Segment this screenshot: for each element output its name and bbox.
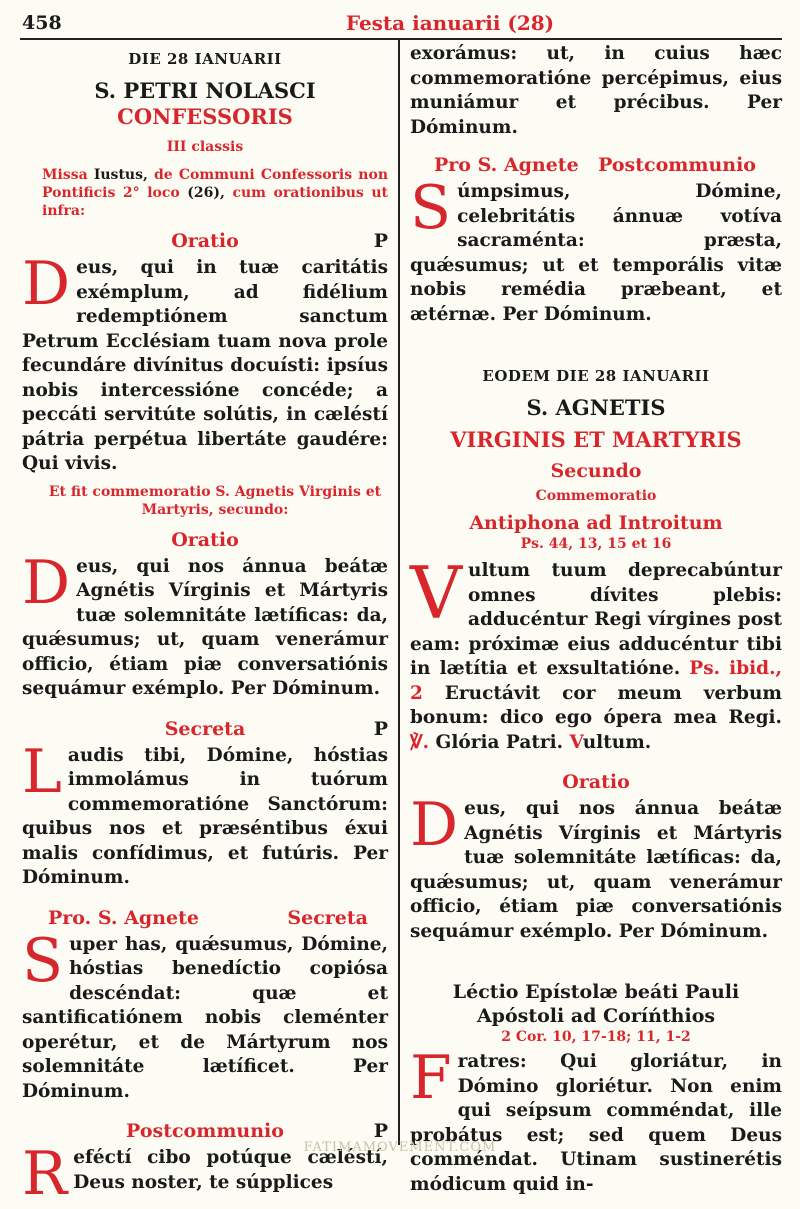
psalm-text: Eructávit cor meum verbum bonum: dico ego ópera mea Regi. bbox=[410, 682, 782, 728]
repeat-text: ultum. bbox=[582, 731, 652, 753]
prayer-text: uper has, quǽsumus, Dómine, hóstias benedíctio copiósa descéndat: quæ et santificatiónem nobis cleménter operétur, et de Mártyrum nos solemnitáte lætíficet. Per Dóminum. bbox=[22, 933, 388, 1102]
section-title: Postcommunio bbox=[598, 154, 756, 176]
rubric-text: Missa bbox=[42, 167, 94, 183]
oratio-heading bbox=[410, 771, 782, 797]
secreta-text bbox=[22, 736, 388, 891]
pro-agnete-secreta-text bbox=[22, 925, 388, 1105]
prayer-text: audis tibi, Dómine, hóstias immolámus in tuórum commemoratióne Sanctórum: quibus nos et præséntibus éxui malis confídimus, et futúris. Per Dóminum. bbox=[22, 744, 388, 888]
postcommunio-continuation: exorámus: ut, in cuius hæc commemoratióne percépimus, eius muniámur et précibus. Per Dóminum. bbox=[410, 43, 782, 138]
drop-cap: S bbox=[22, 925, 64, 996]
section-title: Oratio bbox=[171, 528, 239, 551]
watermark: FATIMAMOVEMENT.COM bbox=[303, 1140, 497, 1155]
right-column bbox=[410, 42, 782, 1197]
oratio-heading bbox=[22, 230, 388, 256]
drop-cap: D bbox=[22, 249, 71, 319]
drop-cap: D bbox=[22, 547, 71, 618]
running-title: Festa ianuarii (28) bbox=[345, 11, 555, 35]
oratio-heading bbox=[22, 529, 388, 555]
section-title: Postcommunio bbox=[126, 1120, 284, 1142]
drop-cap: D bbox=[410, 790, 459, 860]
proper-mark: P bbox=[373, 230, 388, 252]
header-rule bbox=[20, 38, 782, 40]
pro-agnete-post-text bbox=[410, 173, 782, 327]
section-title: Oratio bbox=[171, 230, 239, 252]
drop-cap: L bbox=[22, 736, 62, 807]
prayer-text: ultum tuum deprecabúntur omnes dívites plebis: adducéntur Regi vírgines post eam: próximæ eius adducéntur tibi in lætítia et exsultatióne. bbox=[410, 560, 782, 679]
antiphona-reference: Ps. 44, 13, 15 et 16 bbox=[520, 536, 672, 552]
page-number: 458 bbox=[22, 12, 62, 34]
psalm-reference: Ps. ibid., 2 bbox=[410, 658, 782, 704]
saint-title: VIRGINIS ET MARTYRIS bbox=[450, 427, 742, 452]
prayer-text: eus, qui in tuæ caritátis exémplum, ad fidélium redemptiónem sanctum Petrum Ecclésiam tuam nova prole fecundáre divínitus docuísti: ipsíus nobis intercessióne concéde; a peccáti servitúte solútis, in cæléstí pátria perpétua libertáte gaudére: Qui vivis. bbox=[22, 257, 388, 474]
rubric-text: de Communi Confessoris non Pontificis 2° loco bbox=[42, 167, 388, 201]
section-title: Pro. S. Agnete bbox=[48, 906, 199, 929]
missa-rubric bbox=[22, 166, 388, 220]
prayer-text: eus, qui nos ánnua beátæ Agnétis Vírginis et Mártyris tuæ solemnitáte lætíficas: da, quǽsumus; ut, quam venerámur officio, étiam piæ conversatiónis sequámur exémplo. Per Dóminum. bbox=[410, 798, 782, 942]
page-header bbox=[0, 0, 800, 40]
secundo-label: Secundo bbox=[550, 460, 642, 482]
section-title: Oratio bbox=[562, 771, 630, 793]
reading-text: ratres: Qui gloriátur, in Dómino gloriétur. Non enim qui seípsum comméndat, ille probátus est; sed quem Deus comméndat. Utinam sustinerétis módicum quid in- bbox=[410, 1051, 782, 1195]
saint-name: S. AGNETIS bbox=[526, 395, 666, 420]
left-column bbox=[22, 46, 388, 1209]
feast-date: EODEM DIE 28 IANUARII bbox=[482, 367, 710, 385]
section-title: Secreta bbox=[164, 717, 246, 740]
rubric-text: cum orationibus ut infra: bbox=[42, 185, 388, 219]
proper-mark: P bbox=[373, 717, 388, 740]
oratio-text bbox=[410, 790, 782, 944]
lectio-title: Léctio Epístolæ beáti Pauli Apóstoli ad Coríńthios bbox=[452, 981, 740, 1027]
pro-agnete-secreta-heading bbox=[22, 907, 388, 933]
column-divider bbox=[398, 40, 400, 1145]
versicle-symbol: ℣. bbox=[410, 731, 430, 753]
lectio-text bbox=[410, 1043, 782, 1197]
section-title: Secreta bbox=[287, 906, 368, 929]
secreta-heading bbox=[22, 718, 388, 744]
oratio-text bbox=[22, 249, 388, 477]
feast-date: DIE 28 IANUARII bbox=[128, 50, 282, 68]
saint-title: CONFESSORIS bbox=[117, 104, 293, 129]
repeat-initial: V bbox=[569, 731, 583, 753]
drop-cap: F bbox=[410, 1043, 452, 1113]
feast-class: III classis bbox=[166, 139, 244, 155]
introit-text bbox=[410, 551, 782, 755]
saint-name: S. PETRI NOLASCI bbox=[94, 78, 316, 103]
proper-mark: P bbox=[373, 1120, 388, 1142]
pro-agnete-post-heading bbox=[410, 154, 782, 180]
gloria-text: Glória Patri. bbox=[429, 731, 564, 753]
prayer-text: eféctí cibo potúque cæléstí, Deus noster, te súpplices bbox=[73, 1147, 388, 1193]
commemoratio-label: Commemoratio bbox=[535, 488, 657, 504]
prayer-text: eus, qui nos ánnua beátæ Agnétis Vírginis et Mártyris tuæ solemnitáte lætíficas: da, quǽsumus; ut, quam venerámur officio, étiam piæ conversatiónis sequámur exémplo. Per Dóminum. bbox=[22, 555, 388, 699]
drop-cap: R bbox=[22, 1139, 68, 1209]
antiphona-title: Antiphona ad Introitum bbox=[469, 512, 723, 534]
drop-cap: V bbox=[410, 551, 462, 635]
rubric-introit: Iustus, bbox=[93, 167, 148, 183]
rubric-page-ref: (26), bbox=[187, 185, 225, 201]
lectio-reference: 2 Cor. 10, 17-18; 11, 1-2 bbox=[501, 1029, 691, 1045]
oratio-text bbox=[22, 547, 388, 702]
commemoratio-rubric: Et fit commemoratio S. Agnetis Virginis et Martyris, secundo: bbox=[48, 483, 382, 518]
prayer-text: úmpsimus, Dómine, celebritátis ánnuæ votíva sacraménta: præsta, quǽsumus; ut et temporális vitæ nobis remédia præbeant, et ætérnæ. Per Dóminum. bbox=[410, 181, 782, 325]
drop-cap: S bbox=[410, 173, 452, 243]
section-title: Pro S. Agnete bbox=[434, 154, 579, 176]
